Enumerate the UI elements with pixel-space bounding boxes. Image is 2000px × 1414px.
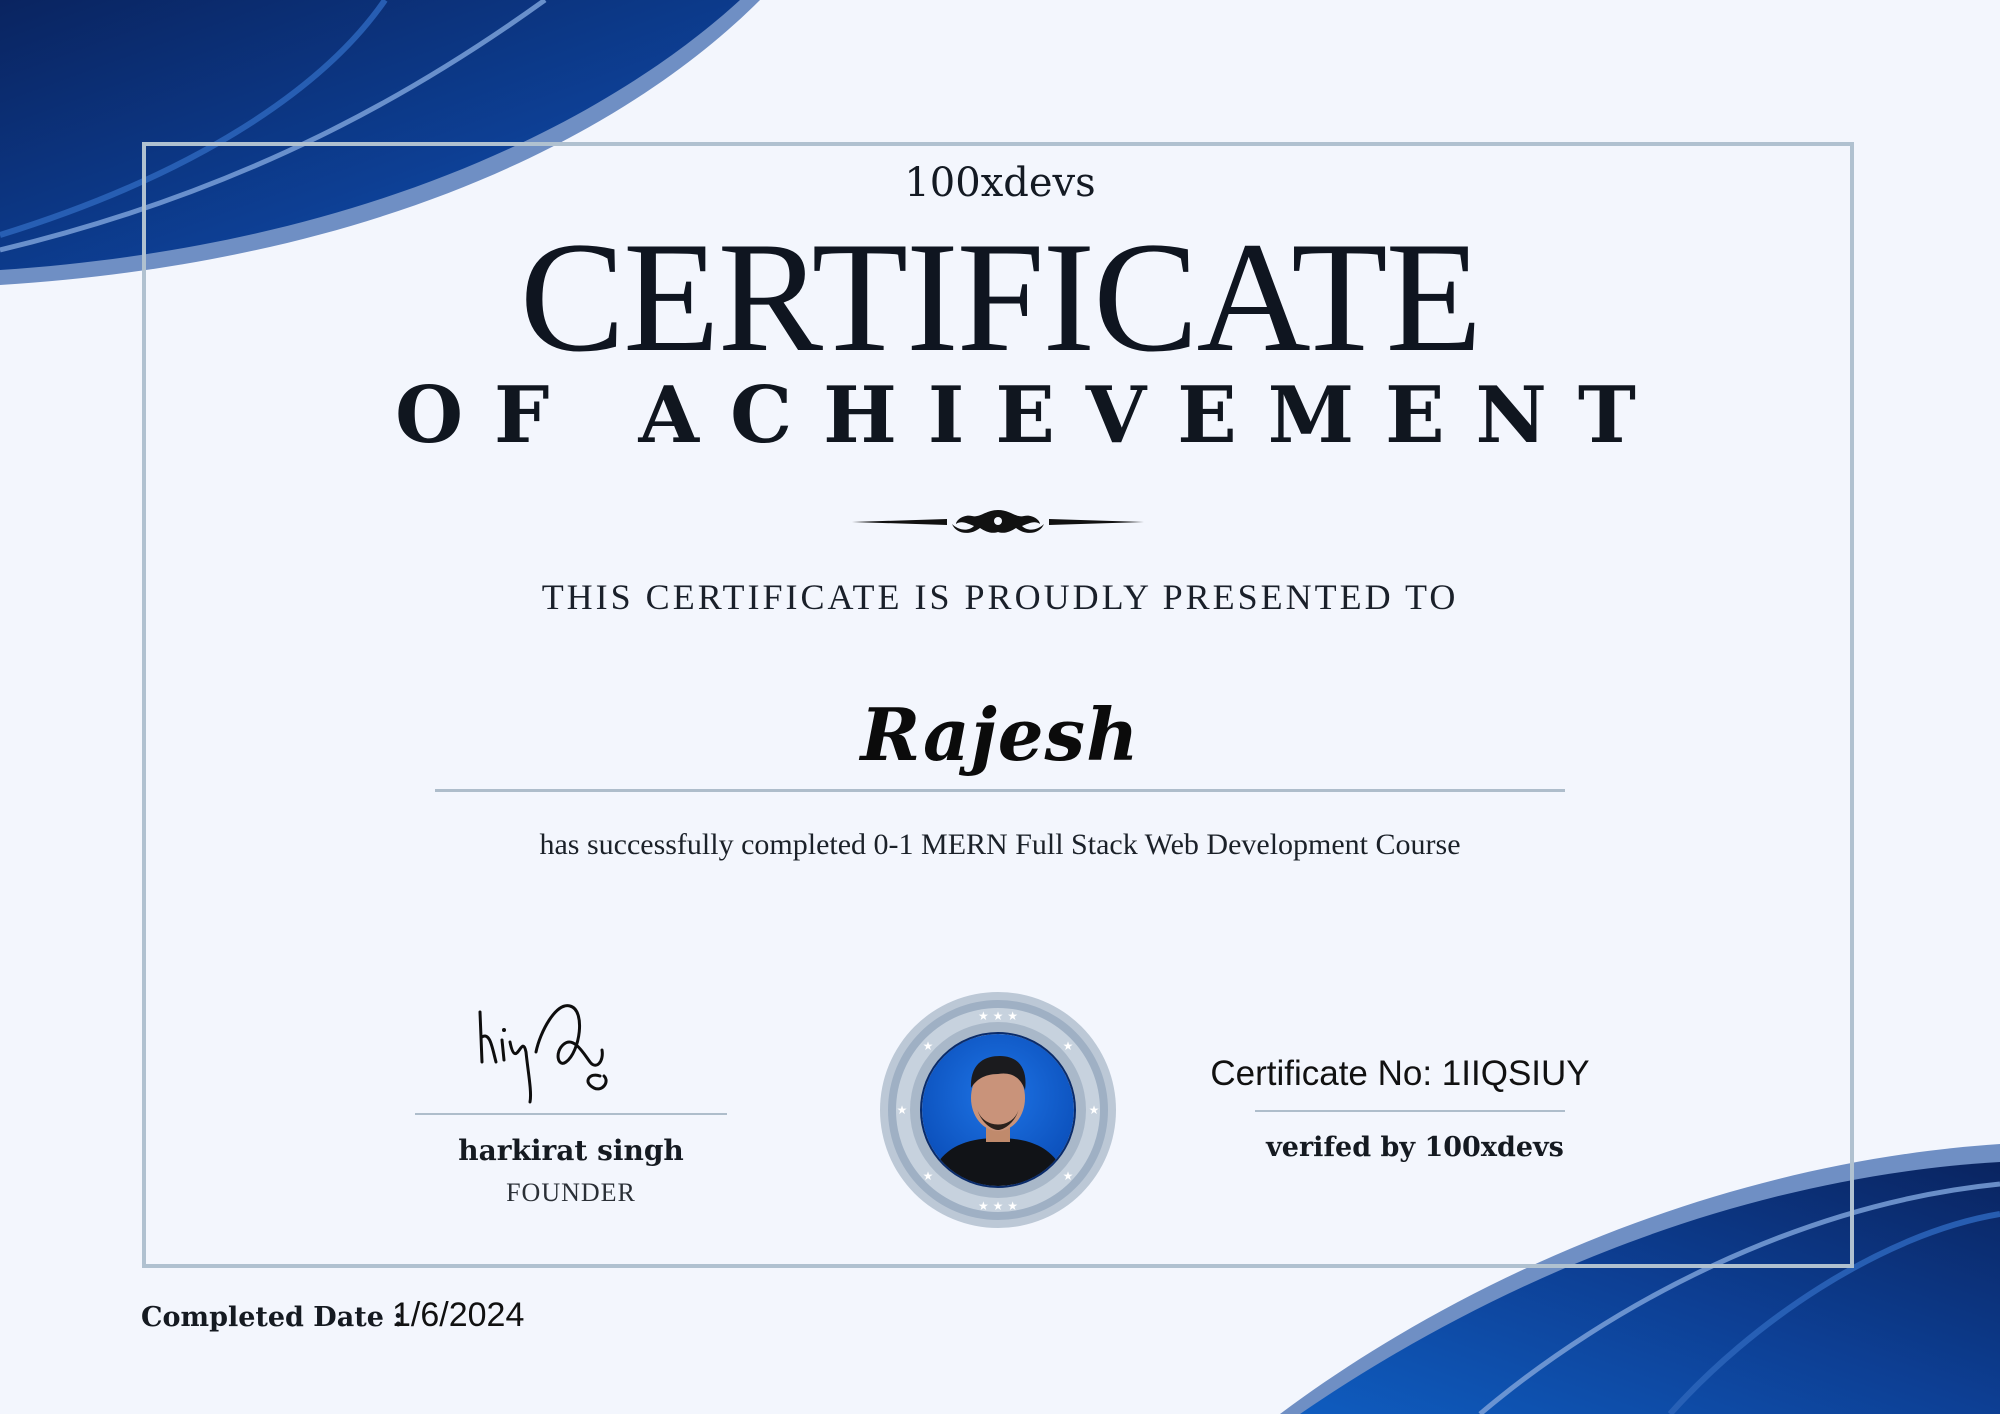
recipient-name: Rajesh xyxy=(860,692,1140,777)
svg-text:★ ★ ★: ★ ★ ★ xyxy=(978,1199,1018,1213)
svg-text:★: ★ xyxy=(1088,1103,1100,1117)
svg-text:★: ★ xyxy=(1062,1039,1074,1053)
verified-by-text: verifed by 100xdevs xyxy=(1266,1132,1564,1163)
certificate-title: CERTIFICATE xyxy=(519,210,1481,385)
signature-line xyxy=(415,1113,727,1115)
svg-text:★: ★ xyxy=(1062,1169,1074,1183)
presented-to-text: THIS CERTIFICATE IS PROUDLY PRESENTED TO xyxy=(541,577,1459,617)
name-underline xyxy=(435,789,1565,792)
signer-name: harkirat singh xyxy=(458,1134,684,1167)
brand-name: 100xdevs xyxy=(904,160,1096,206)
svg-text:★: ★ xyxy=(896,1103,908,1117)
signer-role: FOUNDER xyxy=(506,1178,636,1207)
certificate-subtitle: OF ACHIEVEMENT xyxy=(395,370,1667,461)
svg-text:★ ★ ★: ★ ★ ★ xyxy=(978,1009,1018,1023)
completed-date-value: 1/6/2024 xyxy=(392,1296,525,1334)
certificate-number-underline xyxy=(1255,1110,1565,1112)
ornament-divider-icon xyxy=(852,502,1144,542)
certificate-number: Certificate No: 1IIQSIUY xyxy=(1210,1054,1590,1093)
completed-date-label: Completed Date : xyxy=(141,1302,404,1333)
completion-statement: has successfully completed 0-1 MERN Full Stack Web Development Course xyxy=(539,828,1461,861)
svg-text:★: ★ xyxy=(922,1169,934,1183)
svg-text:★: ★ xyxy=(922,1039,934,1053)
seal-badge xyxy=(878,990,1118,1230)
signature-icon xyxy=(470,992,650,1112)
